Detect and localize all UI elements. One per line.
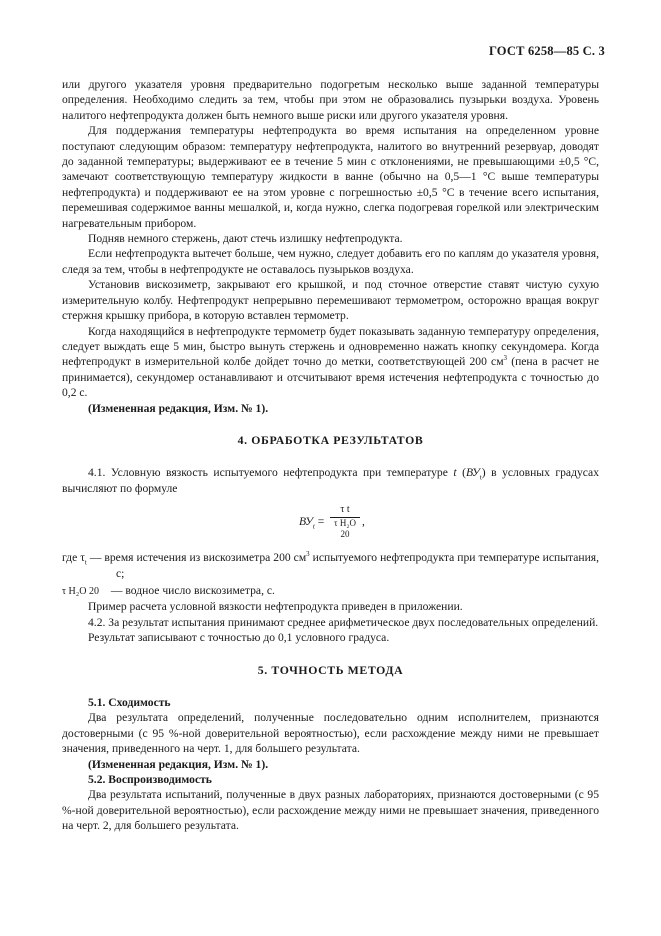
- definition-line: [62, 550, 599, 581]
- subsection-heading: 5.1. Сходимость: [88, 696, 171, 709]
- subscript: t: [479, 473, 482, 482]
- paragraph: Если нефтепродукта вытечет больше, чем нужно, следует добавить его по каплям до указателя уровня, следя за тем, чтобы в нефтепродукте не оставалось пузырьков воздуха.: [62, 247, 599, 276]
- page-header: ГОСТ 6258—85 С. 3: [488, 44, 605, 58]
- document-body: [62, 77, 599, 834]
- paragraph: Два результата определений, полученные последовательно одним исполнителем, признаются достоверными (с 95 %-ной доверительной вероятностью), если расхождение между ними не превышает значения, приведенного на черт. 1, для большего результата.: [62, 711, 599, 756]
- formula-denominator: τ H₂O 20: [333, 518, 356, 540]
- text: (: [456, 466, 466, 480]
- paragraph: Подняв немного стержень, дают стечь излишку нефтепродукта.: [88, 232, 403, 246]
- paragraph: Пример расчета условной вязкости нефтепродукта приведен в приложении.: [88, 600, 463, 614]
- text: Когда находящийся в нефтепродукте термометр будет показывать заданную температуру определения, следует выждать еще 5 мин, быстро вынуть стержень и одновременно нажать кнопку секундомера. Когда нефтепродукт в измерительной колбе дойдет точно до метки, соответствующей 200 см: [62, 324, 599, 369]
- text: ) в условных градусах вычисляют по формуле: [62, 466, 599, 495]
- variable: ВУ: [465, 466, 480, 480]
- symbol: τ H₂O 20: [62, 585, 99, 597]
- amendment-note: (Измененная редакция, Изм. № 1).: [88, 401, 269, 415]
- paragraph: Для поддержания температуры нефтепродукта во время испытания на определенном уровне поступают следующим образом: температуру нефтепродукта, налитого во внутренний резервуар, доводят до заданной температуры; выдерживают ее в течение 5 мин с отклонениями, не превышающими ±0,5 °С, замечают соответствующую температуру жидкости в ванне (обычно на 0,5—1 °С выше температуры нефтепродукта) и поддерживают ее на этом уровне с погрешностью ±0,5 °С в течение всего испытания, перемешивая содержимое ванны мешалкой, и, когда нужно, слегка подогревая горелкой или электрическим нагревательным прибором.: [62, 124, 599, 230]
- text: 4.1. Условную вязкость испытуемого нефтепродукта при температуре: [88, 466, 454, 480]
- paragraph: 4.2. За результат испытания принимают среднее арифметическое двух последовательных определений.: [88, 615, 599, 629]
- section-heading-4: 4. ОБРАБОТКА РЕЗУЛЬТАТОВ: [237, 432, 424, 447]
- formula-comma: ,: [362, 515, 365, 529]
- formula-lhs: [299, 514, 324, 529]
- paragraph: Два результата испытаний, полученные в двух разных лабораториях, признаются достоверными (с 95 %-ной доверительной вероятностью), если расхождение между ними не превышает значения, приведенного на черт. 2, для большего результата.: [62, 788, 599, 833]
- formula-fraction: [330, 504, 360, 540]
- paragraph: [62, 324, 599, 401]
- paragraph: Результат записывают с точностью до 0,1 условного градуса.: [88, 631, 390, 645]
- definition-line: [62, 583, 599, 599]
- variable: t: [453, 466, 457, 480]
- superscript: 3: [306, 550, 310, 559]
- formula: [62, 504, 599, 544]
- amendment-note: (Измененная редакция, Изм. № 1).: [88, 757, 269, 771]
- section-heading-5: 5. ТОЧНОСТЬ МЕТОДА: [257, 662, 404, 677]
- superscript: 3: [503, 354, 508, 363]
- formula-numerator: τ t: [330, 504, 360, 518]
- text: (пена в расчет не принимается), секундомер останавливают и отсчитывают время истечения нефтепродукта с точностью до 0,2 с.: [62, 355, 599, 400]
- text: где τ: [62, 551, 85, 565]
- paragraph: или другого указателя уровня предварительно подогретым несколько выше заданной температуры определения. Необходимо следить за тем, чтобы при этом не образовались пузырьки воздуха. Уровень налитого нефтепродукта должен быть немного выше риски или другого указателя уровня.: [62, 78, 599, 122]
- text: — время истечения из вискозиметра 200 см: [86, 551, 307, 565]
- text: — водное число вискозиметра, с.: [108, 583, 275, 597]
- formula-subscript: t: [312, 522, 315, 531]
- formula-equals: =: [314, 515, 325, 529]
- formula-symbol: ВУ: [299, 515, 313, 529]
- paragraph: Установив вискозиметр, закрывают его крышкой, и под сточное отверстие ставят чистую сухую измерительную колбу. Нефтепродукт непрерывно перемешивают термометром, осторожно вращая вокруг стержня крышку прибора, в которую вставлен термометр.: [62, 278, 599, 323]
- subscript: t: [84, 558, 87, 567]
- paragraph: [62, 465, 599, 496]
- text: испытуемого нефтепродукта при температуре испытания, с;: [116, 551, 600, 580]
- subsection-heading: 5.2. Воспроизводимость: [88, 773, 212, 787]
